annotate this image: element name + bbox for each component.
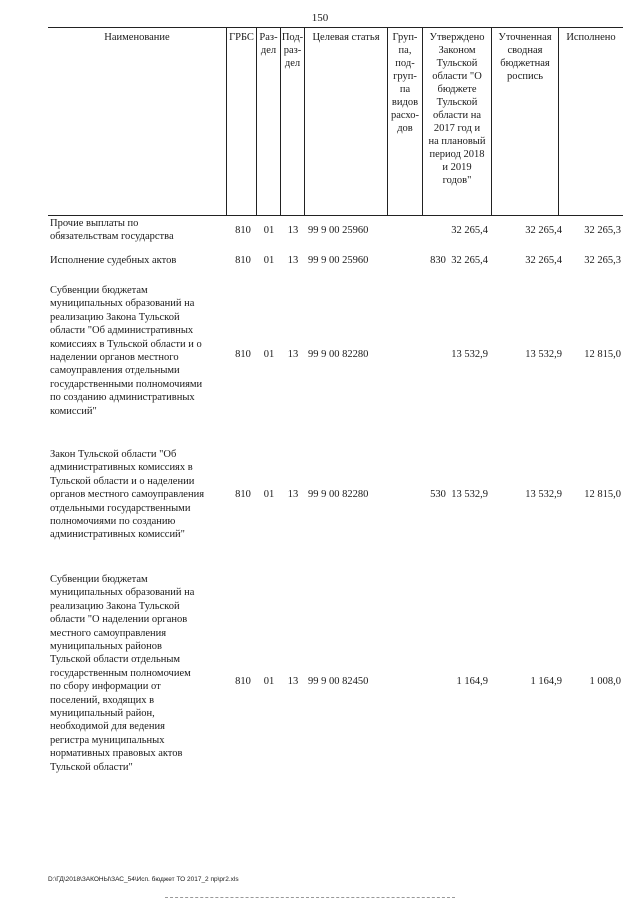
row-utochnennaya: 13 532,9 [525,349,562,360]
row-name: Субвенции бюджетам муниципальных образований на реализацию Закона Тульской области "О наделении органов местного самоуправления муниципальных районов Тульской области отдельным государственным полномочием по сбору информации от поселений, входящих в муниципальный район, необходимой для ведения регистра муниципальных нормативных правовых актов Тульской области" [50,574,195,773]
row-tselevaya: 99 9 00 25960 [308,225,369,236]
row-tselevaya: 99 9 00 82280 [308,489,369,500]
row-tselevaya: 99 9 00 25960 [308,255,369,266]
row-name: Закон Тульской области "Об административных комиссиях в Тульской области и о наделении органов местного самоуправления отдельными государственными полномочиями по созданию административных комиссий" [50,449,205,541]
header-podrazdel: Под- раз- дел [280,28,304,215]
row-utochnennaya: 32 265,4 [525,225,562,236]
row-grbs: 810 [235,225,251,236]
file-path-footer: D:\ГД\2018\ЗАКОНЫ\ЗАС_54\Исп. бюджет ТО 2017_2 пр\pr2.xls [48,876,239,883]
row-grbs: 810 [235,676,251,687]
header-utochnennaya: Уточненная сводная бюджетная роспись [491,28,558,215]
row-razdel: 01 [263,349,275,360]
page-number: 150 [311,12,329,24]
row-razdel: 01 [263,255,275,266]
header-tselevaya: Целевая статья [304,28,387,215]
row-ispolneno: 32 265,3 [584,225,621,236]
row-tselevaya: 99 9 00 82280 [308,349,369,360]
header-razdel: Раз- дел [256,28,280,215]
row-razdel: 01 [263,225,275,236]
row-utverzhdeno: 13 532,9 [451,489,488,500]
header-utverzhdeno: Утверждено Законом Тульской области "О бюджете Тульской области на 2017 год и на плановый период 2018 и 2019 годов" [422,28,491,215]
row-name: Прочие выплаты по обязательствам государства [50,218,174,243]
row-grbs: 810 [235,489,251,500]
row-vid: 530 [430,489,446,500]
row-ispolneno: 32 265,3 [584,255,621,266]
row-podrazdel: 13 [287,349,299,360]
row-utochnennaya: 13 532,9 [525,489,562,500]
footer-divider [165,897,455,898]
row-razdel: 01 [263,676,275,687]
row-grbs: 810 [235,255,251,266]
row-ispolneno: 12 815,0 [584,349,621,360]
header-ispolneno: Исполнено [558,28,623,215]
row-utverzhdeno: 32 265,4 [451,225,488,236]
row-ispolneno: 1 008,0 [589,676,621,687]
row-utverzhdeno: 32 265,4 [451,255,488,266]
row-podrazdel: 13 [287,255,299,266]
row-tselevaya: 99 9 00 82450 [308,676,369,687]
row-name: Субвенции бюджетам муниципальных образований на реализацию Закона Тульской области "Об административных комиссиях в Тульской области и о наделении органов местного самоуправления отдельными государственными полномочиями по созданию административных комиссий" [50,285,203,417]
row-razdel: 01 [263,489,275,500]
row-name: Исполнение судебных актов [50,255,177,266]
header-grbs: ГРБС [226,28,256,215]
row-ispolneno: 12 815,0 [584,489,621,500]
row-utverzhdeno: 13 532,9 [451,349,488,360]
row-podrazdel: 13 [287,225,299,236]
row-utverzhdeno: 1 164,9 [456,676,488,687]
row-vid: 830 [430,255,446,266]
row-podrazdel: 13 [287,489,299,500]
header-gruppa: Груп- па, под- груп- па видов расхо- дов [387,28,422,215]
row-utochnennaya: 32 265,4 [525,255,562,266]
table-header [48,27,623,216]
row-utochnennaya: 1 164,9 [530,676,562,687]
header-name: Наименование [104,32,170,43]
row-grbs: 810 [235,349,251,360]
row-podrazdel: 13 [287,676,299,687]
